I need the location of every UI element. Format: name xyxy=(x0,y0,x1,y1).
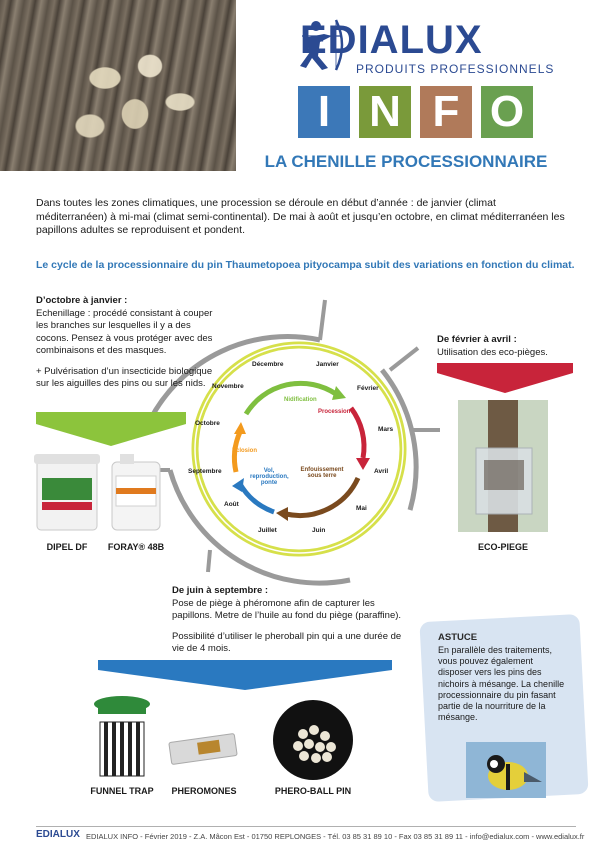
dipel-label: DIPEL DF xyxy=(46,542,88,552)
month-novembre: Novembre xyxy=(212,383,244,390)
month-juillet: Juillet xyxy=(258,527,277,534)
dipel-bucket-image xyxy=(34,452,100,532)
month-juin: Juin xyxy=(312,527,326,534)
info-letter-i: I xyxy=(298,86,350,138)
month-aout: Août xyxy=(224,501,239,508)
green-arrow-down xyxy=(36,412,186,446)
red-arrow-down xyxy=(437,363,573,393)
month-fevrier: Février xyxy=(357,385,379,392)
jun-sep-block xyxy=(172,585,402,656)
month-mars: Mars xyxy=(378,426,394,433)
oct-jan-heading: D’octobre à janvier : xyxy=(36,295,128,306)
jun-sep-text2: Possibilité d’utiliser le pheroball pin qui a une durée de vie de 4 mois. xyxy=(172,630,402,654)
brand-tagline: PRODUITS PROFESSIONNELS xyxy=(356,62,555,76)
funnel-trap-label: FUNNEL TRAP xyxy=(90,786,154,796)
month-avril: Avril xyxy=(374,468,389,475)
info-letter-o: O xyxy=(481,86,533,138)
great-tit-bird-image xyxy=(466,742,546,798)
page-title: LA CHENILLE PROCESSIONNAIRE xyxy=(264,152,548,171)
intro-paragraph: Dans toutes les zones climatiques, une procession se déroule en début d’année : de janvier (climat méditerranéen) à mi-mai (climat semi-continental). De mai à août et jusqu’en octobre, en climat méditerranéen les papillons adultes se reproduisent et pondent. xyxy=(36,197,565,236)
month-mai: Mai xyxy=(356,505,367,512)
eco-piege-label: ECO-PIEGE xyxy=(477,542,528,552)
phase-nidification: Nidification xyxy=(284,397,317,403)
month-janvier: Janvier xyxy=(316,361,339,368)
phase-eclosion: Eclosion xyxy=(232,448,258,454)
jun-sep-heading: De juin à septembre : xyxy=(172,585,269,596)
footer-logo: EDIALUX xyxy=(36,829,80,840)
phase-enfouissement: Enfouissement sous terre xyxy=(300,467,344,479)
year-ring xyxy=(195,345,403,553)
oct-jan-block xyxy=(36,295,221,391)
funnel-trap-image xyxy=(92,692,152,782)
feb-apr-heading: De février à avril : xyxy=(437,334,517,345)
eco-piege-image xyxy=(458,400,548,532)
oct-jan-text2: + Pulvérisation d’un insecticide biologique sur les aiguilles des pins ou sur les nids. xyxy=(36,365,213,389)
procession-arc xyxy=(351,408,364,458)
feb-apr-block xyxy=(437,334,587,359)
cycle-statement: Le cycle de la processionnaire du pin Thaumetopoea pityocampa subit des variations en fonction du climat. xyxy=(36,259,575,271)
month-septembre: Septembre xyxy=(188,468,222,475)
month-octobre: Octobre xyxy=(195,420,220,427)
blue-arrow-down xyxy=(98,660,392,690)
foray-label: FORAY® 48B xyxy=(107,542,165,552)
info-letter-n: N xyxy=(359,86,411,138)
phero-ball-label: PHERO-BALL PIN xyxy=(274,786,352,796)
phero-ball-image xyxy=(273,700,353,780)
info-letter-f: F xyxy=(420,86,472,138)
footer-text: EDIALUX INFO - Février 2019 - Z.A. Mâcon Est - 01750 REPLONGES - Tél. 03 85 31 89 10 - Fax 03 85 31 89 11 - info@edialux.com - www.edialux.fr xyxy=(86,832,585,841)
phase-vol: Vol, reproduction, ponte xyxy=(250,468,289,486)
foray-canister-image xyxy=(110,454,162,532)
pheromones-label: PHEROMONES xyxy=(171,786,237,796)
footer-divider xyxy=(36,826,576,827)
pheromones-sachet-image xyxy=(168,730,238,766)
phase-procession: Procession xyxy=(318,409,351,415)
month-decembre: Décembre xyxy=(252,361,284,368)
oct-jan-text1: Echenillage : procédé consistant à couper les branches sur lesquelles il y a des cocons. Pensez à vous protéger avec des combinaisons et des masques. xyxy=(36,307,213,356)
caterpillars-image xyxy=(60,30,210,150)
jun-sep-text1: Pose de piège à phéromone afin de capturer les papillons. Metre de l’huile au fond du piège (paraffine). xyxy=(172,597,402,621)
brand-name: EDIALUX xyxy=(300,18,483,62)
enfouissement-arc xyxy=(286,478,358,515)
tip-text: En parallèle des traitements, vous pouvez également disposer vers les pins des nichoirs à mésange. La chenille processionnaire du pin fasant partie de la nourriture de la mésange. xyxy=(438,645,565,723)
vol-arc xyxy=(240,484,274,512)
caterpillar-nest-photo xyxy=(0,0,236,171)
tip-title: ASTUCE xyxy=(438,632,478,643)
feb-apr-text: Utilisation des eco-pièges. xyxy=(437,346,548,358)
